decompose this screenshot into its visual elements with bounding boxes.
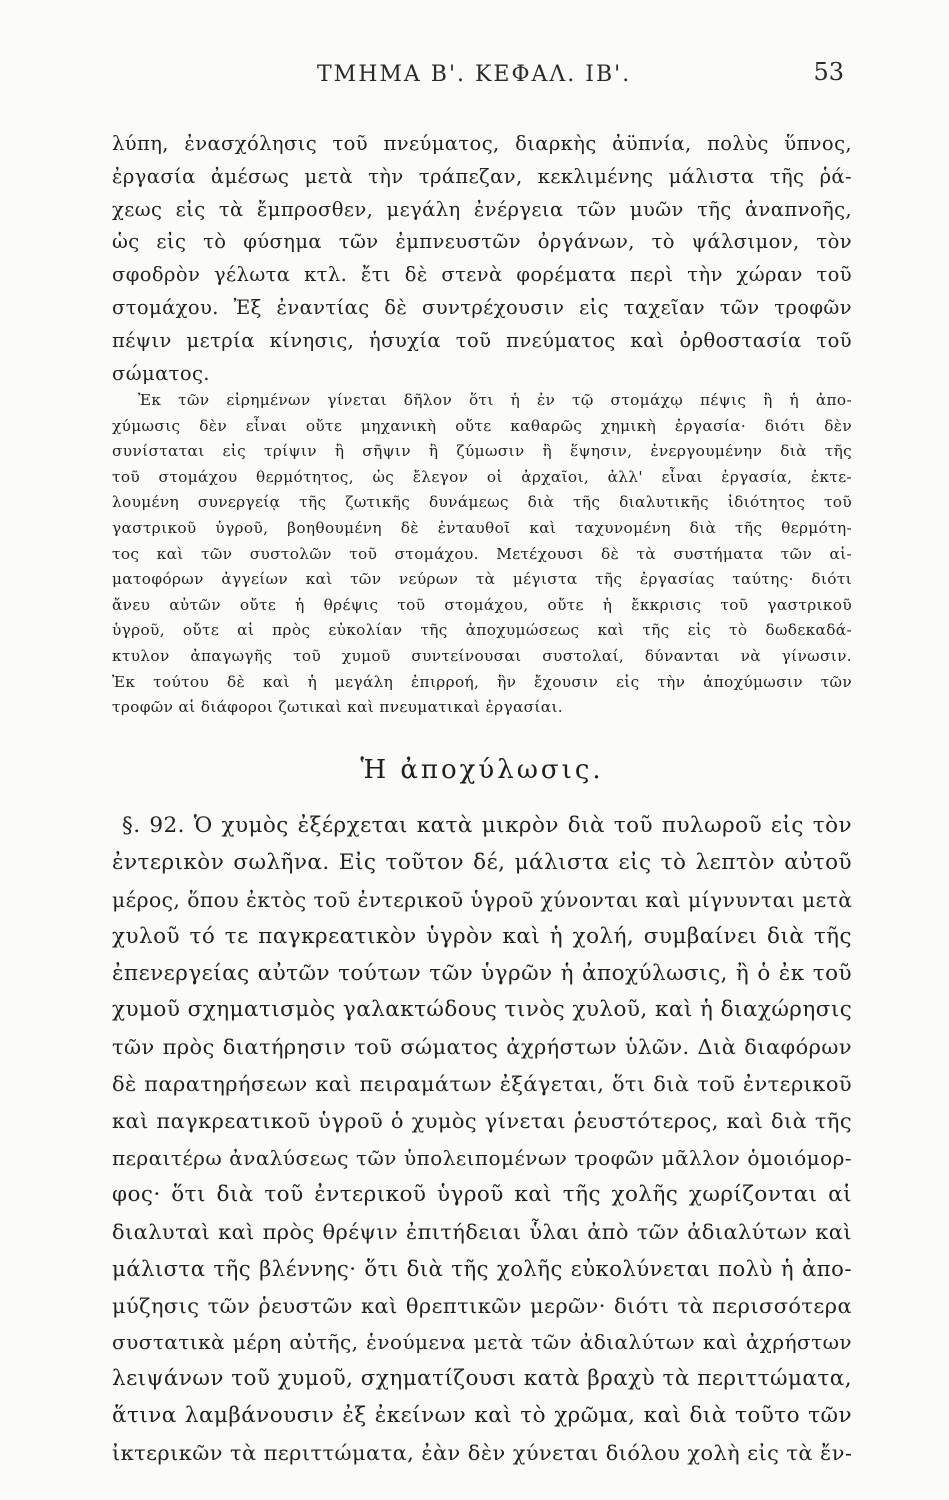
text-line: ἄνευ αὐτῶν οὔτε ἡ θρέψις τοῦ στομάχου, οὔτε ἡ ἔκκρισις τοῦ γαστρικοῦ [112,595,852,614]
text-line: ἐργασία ἀμέσως μετὰ τὴν τράπεζαν, κεκλιμένης μάλιστα τῆς ῥά- [112,164,852,188]
text-line: ἰκτερικῶν τὰ περιττώματα, ἐὰν δὲν χύνεται διόλου χολὴ εἰς τὰ ἔν- [112,1441,852,1466]
text-line: λύπη, ἐνασχόλησις τοῦ πνεύματος, διαρκὴς ἀϋπνία, πολὺς ὕπνος, [112,132,852,155]
page-number: 53 [813,58,844,86]
text-line: λειψάνων τοῦ χυμοῦ, σχηματίζουσι κατὰ βραχὺ τὰ περιττώματα, [112,1366,852,1392]
text-line: μέρος, ὅπου ἐκτὸς τοῦ ἐντερικοῦ ὑγροῦ χύνονται καὶ μίγνυνται μετὰ [112,887,852,912]
text-line: δὲ παρατηρήσεων καὶ πειραμάτων ἐξάγεται, ὅτι διὰ τοῦ ἐντερικοῦ [112,1072,852,1097]
text-line: συστατικὰ μέρη αὐτῆς, ἑνούμενα μετὰ τῶν ἀδιαλύτων καὶ ἀχρήστων [112,1330,852,1355]
text-line: χύμωσις δὲν εἶναι οὔτε μηχανικὴ οὔτε καθαρῶς χημικὴ ἐργασία· διότι δὲν [112,416,852,435]
text-line: ὡς εἰς τὸ φύσημα τῶν ἐμπνευστῶν ὀργάνων, τὸ ψάλσιμον, τὸν [112,230,852,254]
text-line: §. 92. Ὁ χυμὸς ἐξέρχεται κατὰ μικρὸν διὰ τοῦ πυλωροῦ εἰς τὸν [122,813,852,838]
text-line: καὶ παγκρεατικοῦ ὑγροῦ ὁ χυμὸς γίνεται ῥευστότερος, καὶ διὰ τῆς [112,1109,852,1134]
running-title: ΤΜΗΜΑ Β'. ΚΕΦΑΛ. ΙΒ'. [317,62,632,87]
text-line: Ἐκ τούτου δὲ καὶ ἡ μεγάλη ἐπιρροή, ἣν ἔχουσιν εἰς τὴν ἀποχύμωσιν τῶν [112,672,852,691]
running-header [112,58,852,98]
text-line: τῶν πρὸς διατήρησιν τοῦ σώματος ἀχρήστων ὑλῶν. Διὰ διαφόρων [112,1035,852,1060]
text-line: περαιτέρω ἀναλύσεως τῶν ὑπολειπομένων τροφῶν μᾶλλον ὁμοιόμορ- [112,1146,852,1171]
text-line: μάλιστα τῆς βλέννης· ὅτι διὰ τῆς χολῆς εὐκολύνεται πολὺ ἡ ἀπο- [112,1255,852,1281]
text-line: πέψιν μετρία κίνησις, ἡσυχία τοῦ πνεύματος καὶ ὀρθοστασία τοῦ [112,328,852,352]
text-line: χυμοῦ σχηματισμὸς γαλακτώδους τινὸς χυλοῦ, καὶ ἡ διαχώρησις [112,997,852,1023]
text-line: σφοδρὸν γέλωτα κτλ. ἔτι δὲ στενὰ φορέματα περὶ τὴν χώραν τοῦ [112,263,852,287]
text-line: τος καὶ τῶν συστολῶν τοῦ στομάχου. Μετέχουσι δὲ τὰ συστήματα τῶν αἱ- [112,544,852,563]
text-line: ὑγροῦ, οὔτε αἱ πρὸς εὐκολίαν τῆς ἀποχυμώσεως καὶ τῆς εἰς τὸ δωδεκαδά- [112,621,852,640]
main-paragraph [112,808,852,1472]
continued-paragraph [112,128,852,390]
text-line: μύζησις τῶν ῥευστῶν καὶ θρεπτικῶν μερῶν· διότι τὰ περισσότερα [112,1293,852,1318]
text-line: ἐπενεργείας αὐτῶν τούτων τῶν ὑγρῶν ἡ ἀποχύλωσις, ἢ ὁ ἐκ τοῦ [112,960,852,986]
small-print-paragraph [112,388,852,721]
text-line: φος· ὅτι διὰ τοῦ ἐντερικοῦ ὑγροῦ καὶ τῆς χολῆς χωρίζονται αἱ [112,1181,852,1207]
text-line: ἐντερικὸν σωλῆνα. Εἰς τοῦτον δέ, μάλιστα εἰς τὸ λεπτὸν αὐτοῦ [112,849,852,875]
text-line: διαλυταὶ καὶ πρὸς θρέψιν ἐπιτήδειαι ὗλαι ἀπὸ τῶν ἀδιαλύτων καὶ [112,1219,852,1244]
text-line: τροφῶν αἱ διάφοροι ζωτικαὶ καὶ πνευματικαὶ ἐργασίαι. [112,698,564,717]
text-line: γαστρικοῦ ὑγροῦ, βοηθουμένη δὲ ἐνταυθοῖ καὶ ταχυνομένη διὰ τῆς θερμότη- [112,518,852,537]
text-line: ματοφόρων ἀγγείων καὶ τῶν νεύρων τὰ μέγιστα τῆς ἐργασίας ταύτης· διότι [112,570,852,589]
text-line: κτυλον ἀπαγωγῆς τοῦ χυμοῦ συντείνουσαι συστολαί, δύνανται νὰ γίνωσιν. [112,646,852,665]
text-line: ἅτινα λαμβάνουσιν ἐξ ἐκείνων καὶ τὸ χρῶμα, καὶ διὰ τοῦτο τῶν [112,1403,852,1429]
section-heading: Ἡ ἀποχύλωσις. [360,755,604,785]
text-line: λουμένη συνεργείᾳ τῆς ζωτικῆς δυνάμεως διὰ τῆς διαλυτικῆς ἰδιότητος τοῦ [112,493,852,512]
text-line: τοῦ στομάχου θερμότητος, ὡς ἔλεγον οἱ ἀρχαῖοι, ἀλλ' εἶναι ἐργασία, ἐκτε- [112,467,852,486]
text-line: χυλοῦ τό τε παγκρεατικὸν ὑγρὸν καὶ ἡ χολή, συμβαίνει διὰ τῆς [112,923,852,949]
text-line: Ἐκ τῶν εἰρημένων γίνεται δῆλον ὅτι ἡ ἐν τῷ στομάχῳ πέψις ἢ ἡ ἀπο- [138,391,852,409]
text-line: χεως εἰς τὰ ἔμπροσθεν, μεγάλη ἐνέργεια τῶν μυῶν τῆς ἀναπνοῆς, [112,197,852,221]
text-line: συνίσταται εἰς τρίψιν ἢ σῆψιν ἢ ζύμωσιν ἢ ἕψησιν, ἐνεργουμένην διὰ τῆς [112,442,852,461]
text-line: σώματος. [112,361,210,385]
text-line: στομάχου. Ἐξ ἐναντίας δὲ συντρέχουσιν εἰς ταχεῖαν τῶν τροφῶν [112,295,852,319]
